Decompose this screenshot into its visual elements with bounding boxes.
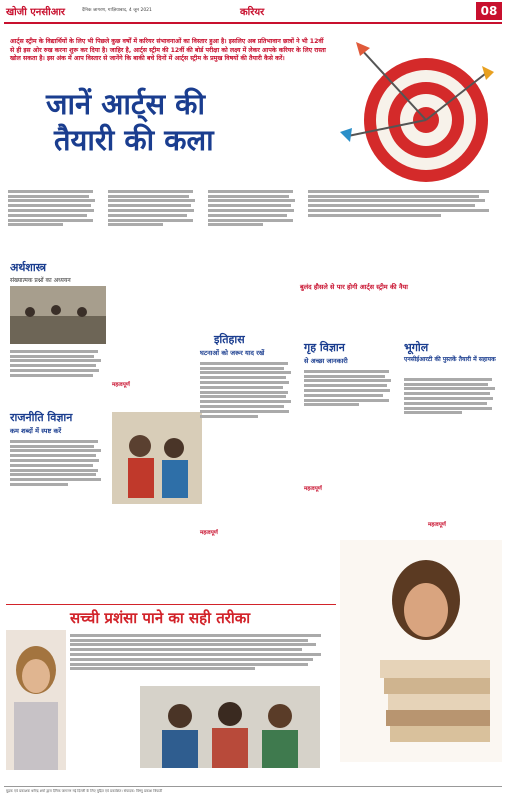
polsci-body (10, 438, 106, 534)
main-headline-line1: जानें आर्ट्स की (46, 87, 205, 121)
polsci-subtitle: कम शब्दों में स्पष्ट करें (10, 427, 62, 435)
key-label-economics: महत्वपूर्ण (112, 382, 130, 388)
economics-title: अर्थशास्त्र (10, 261, 47, 274)
key-label-geo: महत्वपूर्ण (428, 522, 446, 528)
students-photo (112, 412, 202, 504)
footer-imprint: मुद्रक एवं प्रकाशक धर्मेन्द्र शर्मा द्वारा दैनिक जागरण नई दिल्ली के लिए मुद्रित एवं प्रकाशित। संपादक: विष्णु प्रकाश त्रिपाठी (6, 789, 163, 793)
homesci-title: गृह विज्ञान (304, 341, 345, 354)
stream-heading: बुलंद हौसले से पार होगी आर्ट्स स्ट्रीम की नैया (300, 283, 408, 291)
section-label: करियर (240, 7, 265, 18)
history-body (200, 360, 296, 536)
dartboard-image (330, 28, 500, 186)
economics-subtitle: संख्यात्मक प्रश्नों का अध्ययन (10, 277, 71, 284)
group-photo (140, 686, 320, 768)
geo-title: भूगोल (404, 341, 429, 354)
student-with-books-photo (340, 540, 502, 762)
homesci-body (304, 368, 396, 478)
praise-photo (6, 630, 66, 770)
date-line: दैनिक जागरण, गाज़ियाबाद, 4 जून 2021 (82, 8, 152, 13)
column-3 (208, 188, 300, 284)
economics-body (10, 348, 106, 396)
history-subtitle: घटनाओं को जरूर याद रखें (200, 349, 265, 357)
column-1 (8, 188, 100, 258)
homesci-subtitle: से अच्छा जानकारी (304, 357, 348, 365)
classroom-photo (10, 286, 106, 344)
praise-headline: सच्ची प्रशंसा पाने का सही तरीका (70, 609, 251, 627)
geo-subtitle: एनसीईआरटी की पुस्तकें तैयारी में सहायक (404, 356, 496, 363)
page-number: 08 (476, 2, 502, 20)
masthead (0, 0, 506, 22)
lead-intro: आर्ट्स स्ट्रीम के विद्यार्थियों के लिए भी पिछले कुछ वर्षों में करियर संभावनाओं का विस्तार हुआ है। इसलिए अब प्रतिभावान छात्रों ने भी 12वीं से ही इस ओर रुख करना शुरू कर दिया है। जाहिर है, आर्ट्स स्ट्रीम की 12वीं की बोर्ड परीक्षा को लक्ष्य में लेकर आपके करियर के लिए रास्ता खोल सकता है। इस अंक में आप विस्तार से जानेंगे कि बाकी बचे दिनों में आर्ट्स स्ट्रीम के प्रमुख विषयों की तैयारी कैसे करें। (10, 38, 326, 63)
main-headline-line2: तैयारी की कला (54, 123, 214, 157)
history-title: इतिहास (214, 333, 245, 346)
geo-body (404, 376, 500, 486)
column-4 (308, 188, 498, 258)
key-label-homesci: महत्वपूर्ण (304, 486, 322, 492)
column-2 (108, 188, 200, 284)
polsci-title: राजनीति विज्ञान (10, 411, 73, 424)
key-label-history: महत्वपूर्ण (200, 530, 218, 536)
brand-name: खोजी एनसीआर (6, 7, 66, 18)
